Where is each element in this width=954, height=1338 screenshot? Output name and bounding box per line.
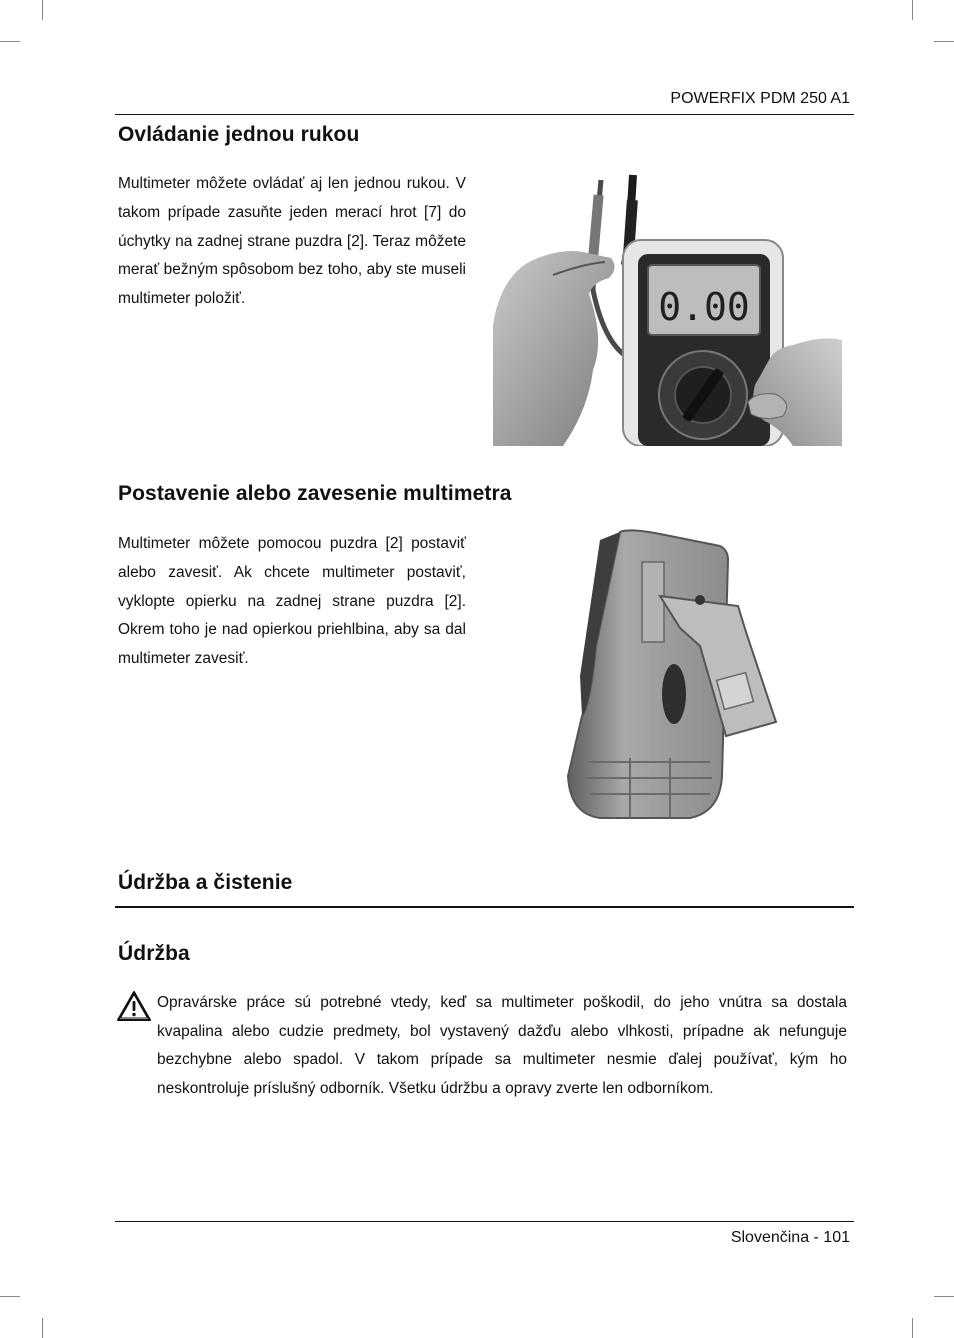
section-heading-maintenance: Údržba [118,942,190,965]
warning-text: Opravárske práce sú potrebné vtedy, keď sa multimeter poškodil, do jeho vnútra sa dostala kvapalina alebo cudzie predmety, bol vystavený dažďu alebo vlhkosti, prípadne ak nefunguje bezchybne alebo spadol. V takom prípade sa multimeter nesmie ďalej používať, kým ho neskontroluje príslušný odborník. Všetku údržbu a opravy zverte len odborníkom. [157,994,847,1097]
photo-multimeter-stand [560,526,782,824]
crop-mark [42,0,43,20]
display-reading: 0.00 [658,285,750,329]
crop-mark [912,1318,913,1338]
section-heading-stand-hang: Postavenie alebo zavesenie multimetra [118,482,512,505]
section-paragraph-one-hand: Multimeter môžete ovládať aj len jednou rukou. V takom prípade zasuňte jeden merací hrot [7] do úchytky na zadnej strane puzdra [2]. Teraz môžete merať bežným spôsobom bez toho, aby ste museli multimeter položiť. [118,175,466,308]
crop-mark [42,1318,43,1338]
crop-mark [912,0,913,20]
crop-mark [934,41,954,42]
section-heading-maintenance-cleaning: Údržba a čistenie [118,871,293,894]
page-header-title: POWERFIX PDM 250 A1 [670,90,850,107]
page-footer-label: Slovenčina - 101 [730,1229,850,1246]
section-rule [115,906,854,908]
crop-mark [0,1296,20,1297]
photo-one-hand-operation [493,170,842,446]
section-paragraph-stand-hang: Multimeter môžete pomocou puzdra [2] postaviť alebo zavesiť. Ak chcete multimeter postaviť, vyklopte opierku na zadnej strane puzdra [2]. Okrem toho je nad opierkou priehlbina, aby sa dal multimeter zavesiť. [118,535,466,668]
crop-mark [934,1296,954,1297]
header-rule [115,114,854,115]
warning-triangle-icon [116,990,152,1022]
crop-mark [0,41,20,42]
section-heading-one-hand: Ovládanie jednou rukou [118,123,360,146]
footer-rule [115,1221,854,1222]
